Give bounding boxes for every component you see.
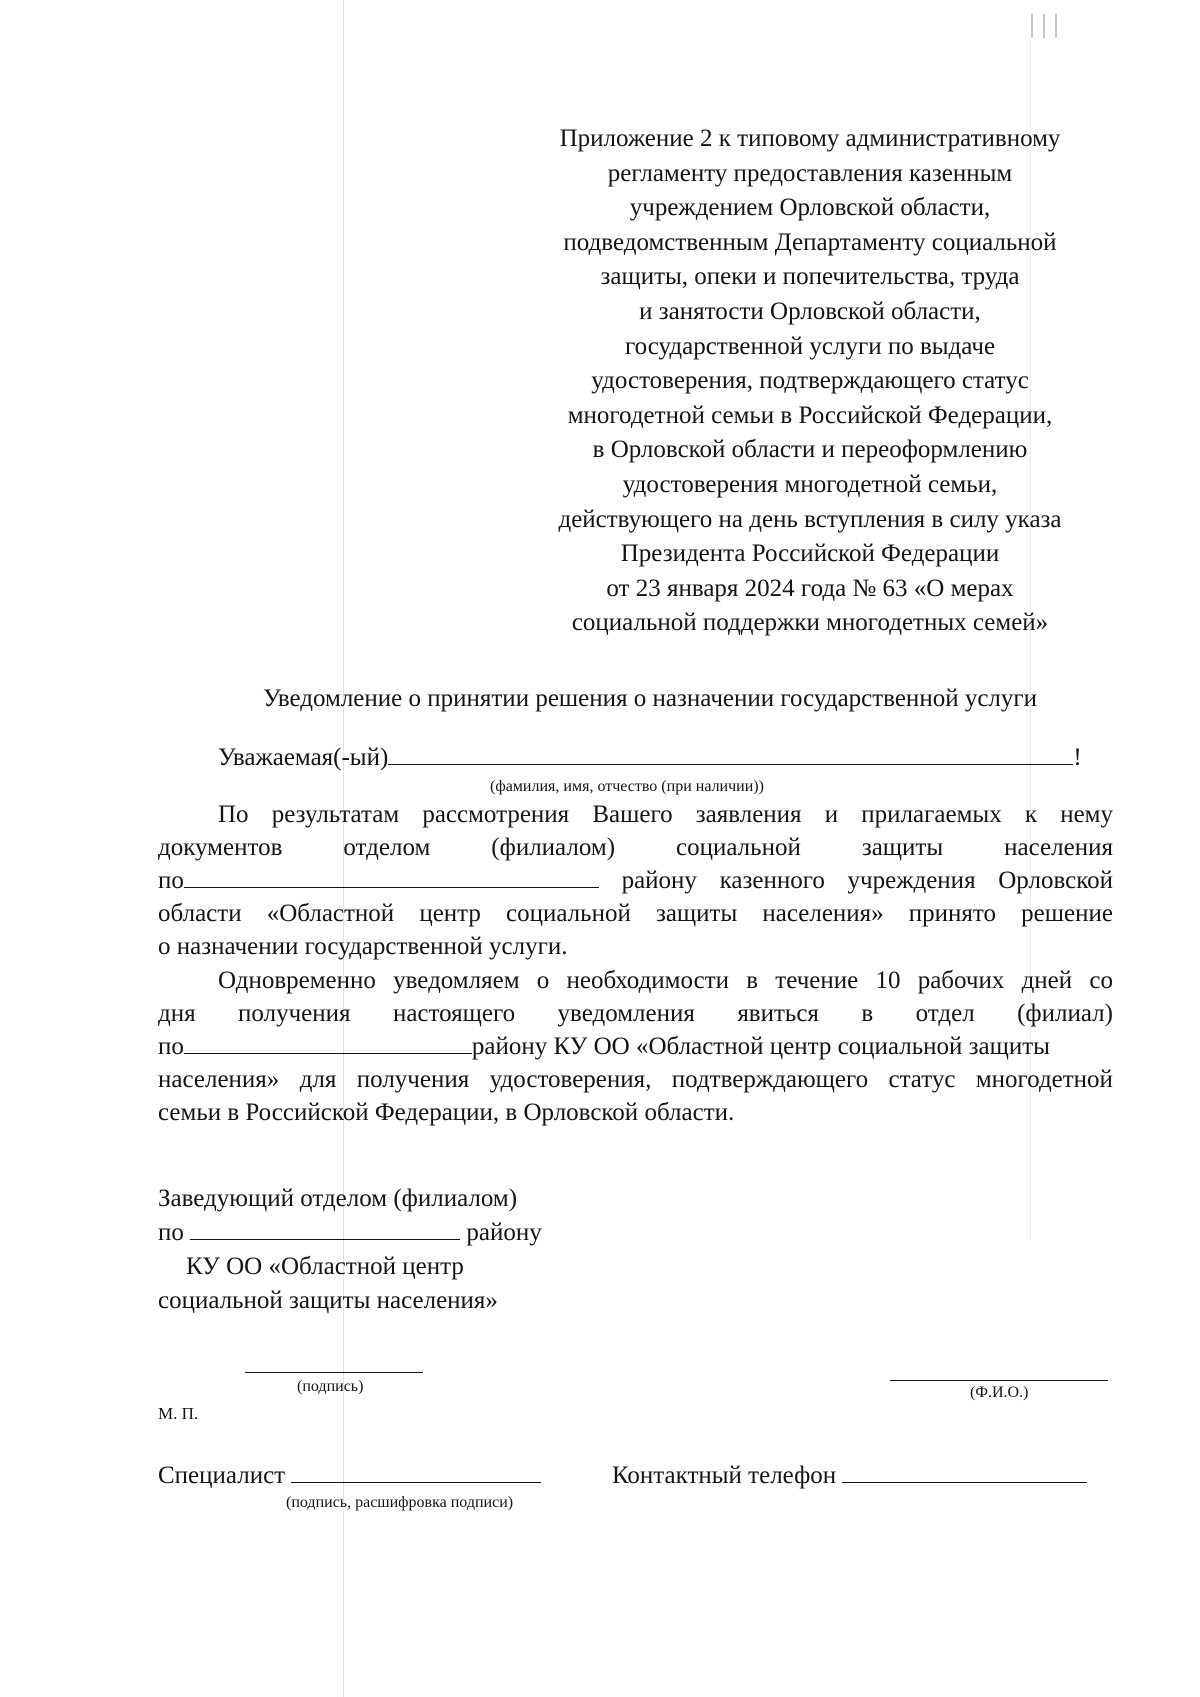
appendix-line: государственной услуги по выдаче: [624, 332, 996, 360]
fio-hint: (Ф.И.О.): [970, 1384, 1029, 1401]
signature-hint: (подпись): [297, 1378, 364, 1395]
specialist-line: [158, 1460, 541, 1490]
greeting-label: Уважаемая(-ый): [218, 744, 389, 771]
org-line: КУ ОО «Областной центр: [186, 1253, 464, 1280]
paragraph-line: документов отделом (филиалом) социальной защиты населения: [158, 834, 1113, 861]
paragraph-line: по району КУ ОО «Областной центр социальной защиты: [158, 1033, 1050, 1060]
phone-blank[interactable]: [842, 1460, 1087, 1483]
phone-line: [612, 1460, 1087, 1490]
scan-artifact-tick: [1055, 14, 1057, 38]
paragraph-line: области «Областной центр социальной защиты населения» принято решение: [158, 900, 1113, 927]
paragraph-summons: [158, 964, 1113, 1129]
paragraph-line: населения» для получения удостоверения, подтверждающего статус многодетной: [158, 1066, 1113, 1093]
appendix-line: удостоверения многодетной семьи,: [622, 470, 998, 498]
appendix-line: действующего на день вступления в силу указа: [558, 505, 1062, 533]
recipient-name-hint: (фамилия, имя, отчество (при наличии)): [490, 778, 764, 795]
greeting-line: [218, 742, 1082, 772]
paragraph-line: Одновременно уведомляем о необходимости в течение 10 рабочих дней со: [218, 967, 1113, 994]
appendix-line: многодетной семьи в Российской Федерации,: [567, 401, 1053, 429]
appendix-line: учреждением Орловской области,: [629, 194, 991, 222]
district-blank[interactable]: [184, 865, 599, 888]
scan-artifact-tick: [1043, 14, 1045, 38]
fio-blank[interactable]: [890, 1380, 1108, 1381]
appendix-line: подведомственным Департаменту социальной: [563, 228, 1057, 256]
phone-label: Контактный телефон: [612, 1462, 837, 1489]
head-title: Заведующий отделом (филиалом): [158, 1185, 518, 1212]
appendix-line: Президента Российской Федерации: [620, 540, 1000, 568]
appendix-line: от 23 января 2024 года № 63 «О мерах: [606, 574, 1014, 602]
paragraph-line: по району казенного учреждения Орловской: [158, 867, 1113, 894]
appendix-line: и занятости Орловской области,: [639, 297, 981, 325]
appendix-line: в Орловской области и переоформлению: [592, 436, 1028, 464]
appendix-line: защиты, опеки и попечительства, труда: [600, 263, 1020, 291]
specialist-label: Специалист: [158, 1462, 286, 1489]
appendix-line: социальной поддержки многодетных семей»: [571, 609, 1049, 637]
paragraph-line: о назначении государственной услуги.: [158, 933, 568, 960]
appendix-line: удостоверения, подтверждающего статус: [591, 367, 1029, 395]
appendix-line: регламенту предоставления казенным: [607, 159, 1013, 187]
paragraph-line: семьи в Российской Федерации, в Орловской области.: [158, 1099, 735, 1126]
paragraph-line: По результатам рассмотрения Вашего заявления и прилагаемых к нему: [218, 801, 1113, 828]
greeting-end: !: [1073, 744, 1082, 771]
appendix-line: Приложение 2 к типовому административному: [559, 125, 1061, 152]
head-district-line: по району: [158, 1219, 542, 1246]
specialist-hint: (подпись, расшифровка подписи): [286, 1494, 514, 1511]
appendix-header: [515, 122, 1105, 641]
specialist-blank[interactable]: [291, 1460, 541, 1483]
paragraph-decision: [158, 798, 1113, 963]
recipient-name-blank[interactable]: [388, 742, 1073, 765]
scan-artifact-tick: [1031, 14, 1033, 38]
stamp-label: М. П.: [158, 1404, 199, 1423]
signature-blank[interactable]: [245, 1372, 423, 1373]
notice-title: Уведомление о принятии решения о назначении государственной услуги: [262, 685, 1038, 712]
head-signature-block: [158, 1182, 542, 1318]
head-district-blank[interactable]: [190, 1217, 460, 1240]
district-blank[interactable]: [184, 1031, 472, 1054]
org-line: социальной защиты населения»: [158, 1287, 498, 1314]
paragraph-line: дня получения настоящего уведомления явиться в отдел (филиал): [158, 1000, 1113, 1027]
